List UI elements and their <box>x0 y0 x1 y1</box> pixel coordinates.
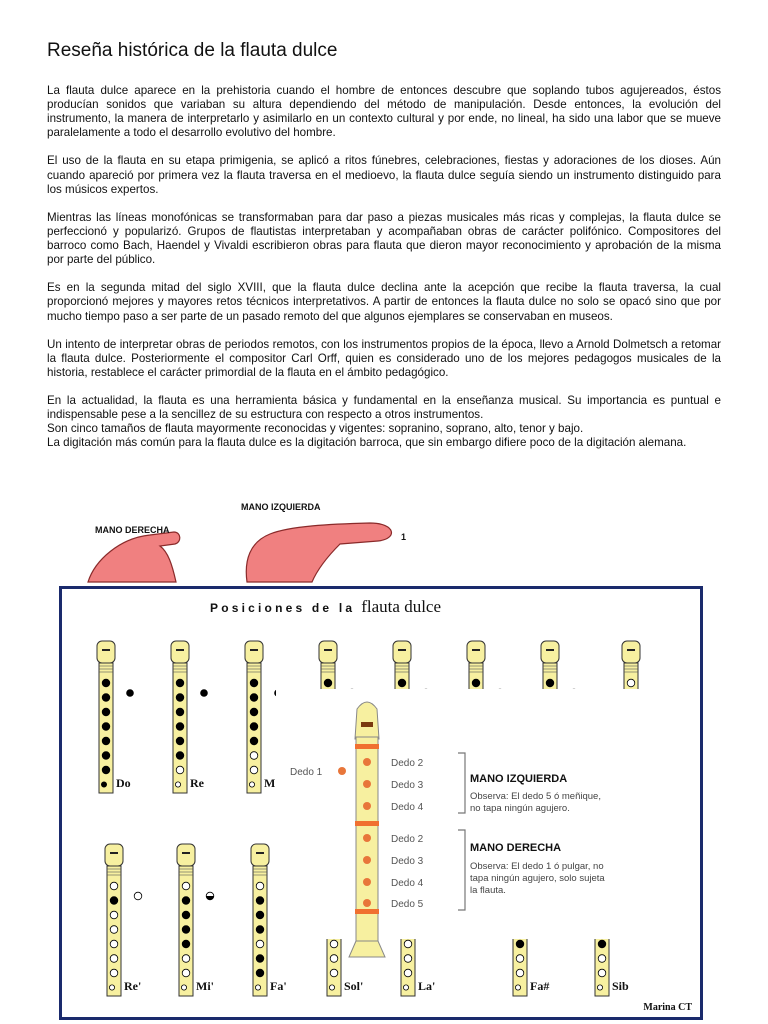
big-flute-ring <box>355 909 379 914</box>
finger-label: Dedo 3 <box>391 856 424 867</box>
big-flute-foot <box>349 941 385 957</box>
closed-hole <box>102 708 110 716</box>
left-hand-label: MANO IZQUIERDA <box>241 502 321 512</box>
big-flute-head <box>355 702 379 739</box>
paragraph: Un intento de interpretar obras de periodos remotos, con los instrumentos propios de la época, llevo a Arnold Dolmetsch a retomar la flauta dulce. Posteriormente el compositor Carl Orff, quien es considerado uno de los mejores pedagogos musicales de la historia, restablece el carácter primordial de la flauta en el ámbito pedagógico. <box>47 337 721 379</box>
thumb-hole-open <box>134 892 142 900</box>
left-hand-title: MANO IZQUIERDA <box>470 773 568 785</box>
closed-hole <box>182 897 190 905</box>
finger-label: Dedo 4 <box>391 878 424 889</box>
right-hand-note: la flauta. <box>470 885 506 896</box>
open-hole <box>182 969 190 977</box>
author-credit: Marina CT <box>643 1002 692 1013</box>
fingering-diagram <box>62 589 700 1017</box>
hands-illustration <box>0 490 768 590</box>
open-hole <box>329 985 334 990</box>
open-hole <box>250 766 258 774</box>
finger-label: Dedo 1 <box>290 767 323 778</box>
open-hole <box>110 882 118 890</box>
open-hole <box>255 985 260 990</box>
closed-hole <box>256 926 264 934</box>
note-label: Fa' <box>270 979 287 993</box>
finger-label: Dedo 4 <box>391 802 424 813</box>
note-label: Sib <box>612 979 629 993</box>
big-flute-hole <box>363 802 371 810</box>
big-flute-windway <box>361 722 373 727</box>
flute-head <box>393 641 411 663</box>
open-hole <box>110 911 118 919</box>
closed-hole <box>102 679 110 687</box>
open-hole <box>256 940 264 948</box>
closed-hole <box>176 694 184 702</box>
left-hand-shape <box>246 523 391 582</box>
flute-icon <box>177 844 214 996</box>
open-hole <box>176 766 184 774</box>
right-hand-note: Observa: El dedo 1 ó pulgar, no <box>470 861 604 872</box>
open-hole <box>181 985 186 990</box>
closed-hole <box>176 737 184 745</box>
chart-title-serif: flauta dulce <box>361 597 442 616</box>
chart-title-spaced: Posiciones de la <box>210 601 356 615</box>
big-flute-hole <box>363 780 371 788</box>
note-label: Fa# <box>530 979 550 993</box>
paragraph: En la actualidad, la flauta es una herramienta básica y fundamental en la enseñanza musical. Su importancia es puntual e indispensable pese a la sencillez de su estructura con respecto a otros instrumentos. <box>47 394 721 422</box>
closed-hole <box>398 679 406 687</box>
closed-hole <box>250 708 258 716</box>
open-hole <box>110 955 118 963</box>
closed-hole <box>176 708 184 716</box>
flute-head <box>171 641 189 663</box>
finger-number-label: 1 <box>401 532 407 542</box>
big-flute-hole <box>363 856 371 864</box>
open-hole <box>110 940 118 948</box>
paragraph: Mientras las líneas monofónicas se transformaban para dar paso a piezas musicales más ricas y complejas, la flauta dulce se perfeccionó y popularizó. Grupos de flautistas interpretaban y acompañaban obras de carácter polifónico. Compositores del barroco como Bach, Haendel y Vivaldi escribieron obras para flauta que dieron mayor reconocimiento y aprobación de la misma por parte del público. <box>47 210 721 267</box>
open-hole <box>404 955 412 963</box>
thumb-hole <box>338 767 346 775</box>
right-hand-title: MANO DERECHA <box>470 842 562 854</box>
closed-hole <box>598 940 606 948</box>
open-hole <box>404 940 412 948</box>
right-hand-note: tapa ningún agujero, solo sujeta <box>470 873 605 884</box>
finger-diagram-panel <box>276 689 666 939</box>
paragraph: El uso de la flauta en su etapa primigenia, se aplicó a ritos fúnebres, celebraciones, fiestas y adoraciones de los dioses. Aún cuando apareció por primera vez la flauta traversa en el medioevo, la flauta dulce seguía siendo un instrumento distinguido para los músicos expertos. <box>47 154 721 196</box>
open-hole <box>403 985 408 990</box>
closed-hole <box>182 926 190 934</box>
closed-hole <box>250 679 258 687</box>
open-hole <box>516 955 524 963</box>
open-hole <box>330 955 338 963</box>
flute-head <box>245 641 263 663</box>
open-hole <box>175 782 180 787</box>
closed-hole <box>250 694 258 702</box>
big-flute-hole <box>363 758 371 766</box>
open-hole <box>109 985 114 990</box>
note-label: Re <box>190 776 204 790</box>
open-hole <box>597 985 602 990</box>
right-hand-shape <box>88 532 180 582</box>
flute-icon <box>97 641 134 793</box>
finger-label: Dedo 2 <box>391 758 424 769</box>
closed-hole <box>256 969 264 977</box>
open-hole <box>249 782 254 787</box>
flute-head <box>251 844 269 866</box>
closed-hole <box>546 679 554 687</box>
flute-icon <box>251 844 269 996</box>
big-flute-hole <box>363 899 371 907</box>
open-hole <box>182 882 190 890</box>
closed-hole <box>324 679 332 687</box>
closed-hole <box>176 752 184 760</box>
note-label: Re' <box>124 979 142 993</box>
thumb-hole-closed <box>200 689 208 697</box>
open-hole <box>110 926 118 934</box>
fingering-chart <box>59 586 703 1020</box>
closed-hole <box>182 940 190 948</box>
paragraph: Son cinco tamaños de flauta mayormente reconocidas y vigentes: sopranino, soprano, alto, tenor y bajo. <box>47 422 584 436</box>
closed-hole <box>102 752 110 760</box>
article-body <box>47 84 721 450</box>
open-hole <box>598 969 606 977</box>
open-hole <box>182 955 190 963</box>
closed-hole <box>176 679 184 687</box>
closed-hole <box>101 782 106 787</box>
paragraph: La flauta dulce aparece en la prehistoria cuando el hombre de entonces descubre que soplando tubos agujereados, éstos producían sonidos que variaban su altura dependiendo del método de manipulación. Desde entonces, la evolución del instrumento, la manera de interpretarlo y asimilarlo en un contexto cultural y por ende, no lineal, ha sido una labor que se mueve paralelamente a todo el desarrollo evolutivo del hombre. <box>47 84 721 140</box>
open-hole <box>515 985 520 990</box>
open-hole <box>516 969 524 977</box>
flute-head <box>622 641 640 663</box>
open-hole <box>330 940 338 948</box>
note-label: M <box>264 776 276 790</box>
closed-hole <box>516 940 524 948</box>
paragraph: Es en la segunda mitad del siglo XVIII, que la flauta dulce declina ante la acepción que recibe la flauta traversa, la cual proporcionó mejores y mayores retos técnicos interpretativos. A partir de entonces la flauta dulce no solo se opacó sino que por mucho tiempo paso a ser parte de un pasado remoto del que algunos ejemplares se conservaban en museos. <box>47 281 721 323</box>
finger-label: Dedo 5 <box>391 899 424 910</box>
finger-label: Dedo 3 <box>391 780 424 791</box>
open-hole <box>598 955 606 963</box>
open-hole <box>110 969 118 977</box>
left-hand-note: no tapa ningún agujero. <box>470 803 570 814</box>
closed-hole <box>102 737 110 745</box>
closed-hole <box>102 694 110 702</box>
flute-head <box>177 844 195 866</box>
paragraph: La digitación más común para la flauta dulce es la digitación barroca, que sin embargo difiere poco de la digitación alemana. <box>47 436 687 450</box>
open-hole <box>250 752 258 760</box>
big-flute-ring <box>355 744 379 749</box>
flute-head <box>467 641 485 663</box>
flute-head <box>319 641 337 663</box>
note-label: Do <box>116 776 131 790</box>
closed-hole <box>182 911 190 919</box>
closed-hole <box>256 955 264 963</box>
thumb-hole-closed <box>126 689 134 697</box>
closed-hole <box>110 897 118 905</box>
page-title: Reseña histórica de la flauta dulce <box>47 40 338 61</box>
open-hole <box>256 882 264 890</box>
closed-hole <box>102 723 110 731</box>
big-flute-hole <box>363 834 371 842</box>
right-hand-label: MANO DERECHA <box>95 525 170 535</box>
big-flute-ring <box>355 821 379 826</box>
closed-hole <box>102 766 110 774</box>
flute-head <box>541 641 559 663</box>
closed-hole <box>176 723 184 731</box>
closed-hole <box>472 679 480 687</box>
big-flute-hole <box>363 878 371 886</box>
closed-hole <box>256 911 264 919</box>
closed-hole <box>256 897 264 905</box>
closed-hole <box>250 737 258 745</box>
note-label: La' <box>418 979 436 993</box>
left-hand-note: Observa: El dedo 5 ó meñique, <box>470 791 601 802</box>
note-label: Mi' <box>196 979 214 993</box>
flute-icon <box>105 844 142 996</box>
flute-head <box>105 844 123 866</box>
flute-icon <box>171 641 208 793</box>
open-hole <box>404 969 412 977</box>
finger-label: Dedo 2 <box>391 834 424 845</box>
flute-head <box>97 641 115 663</box>
open-hole <box>627 679 635 687</box>
note-label: Sol' <box>344 979 364 993</box>
open-hole <box>330 969 338 977</box>
closed-hole <box>250 723 258 731</box>
